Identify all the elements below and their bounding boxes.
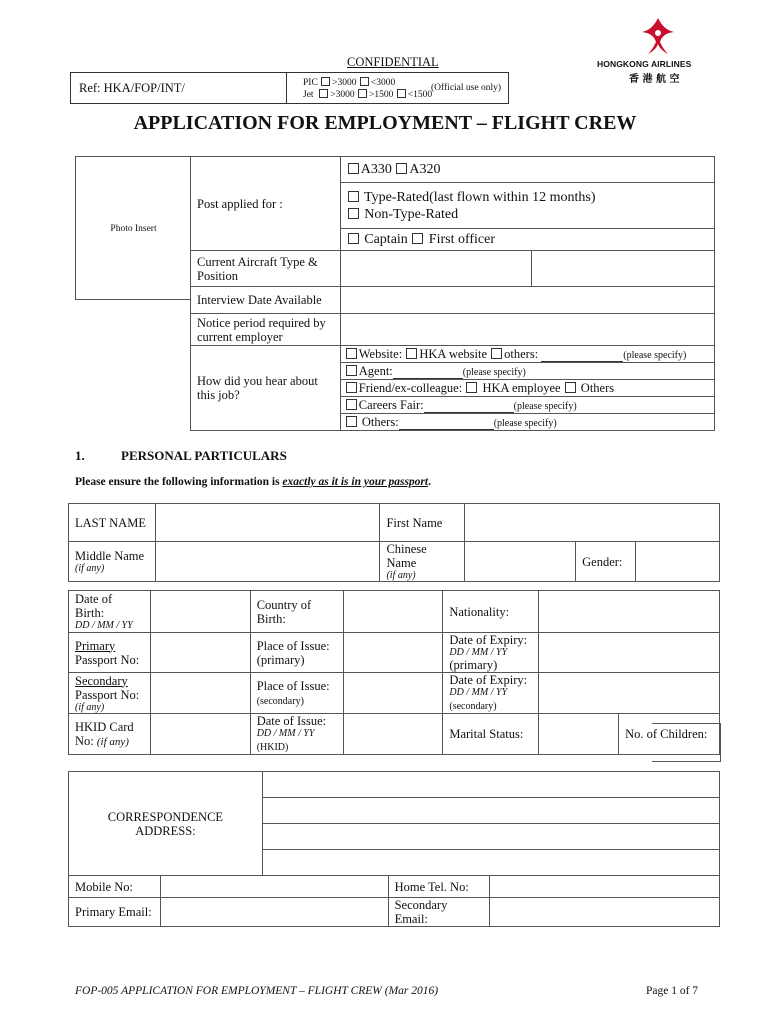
website-checkbox[interactable]: [346, 348, 357, 359]
source-careers-fair-cell: Careers Fair: (please specify): [340, 397, 714, 414]
aircraft-choice-cell: A330 A320: [340, 157, 714, 183]
last-name-label: LAST NAME: [69, 504, 156, 542]
hkid-label: HKID Card No: (if any): [69, 714, 151, 755]
marital-status-label: Marital Status:: [443, 714, 539, 755]
first-name-label: First Name: [380, 504, 465, 542]
primary-issue-place-input[interactable]: [343, 633, 443, 673]
dob-label: Date of Birth: DD / MM / YY: [69, 591, 151, 633]
jet-over-1500-checkbox[interactable]: [358, 89, 367, 98]
official-use-label: (Official use only): [431, 83, 501, 93]
section-heading: PERSONAL PARTICULARS: [121, 448, 287, 463]
secondary-expiry-input[interactable]: [539, 673, 720, 714]
section-number: 1.: [75, 448, 85, 463]
primary-passport-label: Primary Passport No:: [69, 633, 151, 673]
rating-choice-cell: Type-Rated(last flown within 12 months) Non-Type-Rated: [340, 183, 714, 229]
hkid-issue-date-input[interactable]: [343, 714, 443, 755]
contact-table: [68, 771, 720, 927]
first-officer-checkbox[interactable]: [412, 233, 423, 244]
secondary-issue-place-input[interactable]: [343, 673, 443, 714]
hka-employee-checkbox[interactable]: [466, 382, 477, 393]
country-birth-input[interactable]: [343, 591, 443, 633]
pic-over-3000-checkbox[interactable]: [321, 77, 330, 86]
address-line-4[interactable]: [262, 850, 719, 876]
agent-checkbox[interactable]: [346, 365, 357, 376]
careers-fair-specify-input[interactable]: [424, 402, 514, 413]
children-label: No. of Children:: [619, 714, 720, 755]
middle-name-label: Middle Name (if any): [69, 542, 156, 582]
first-name-input[interactable]: [465, 504, 720, 542]
hkid-input[interactable]: [150, 714, 250, 755]
name-table: [68, 503, 720, 582]
country-birth-label: Country of Birth:: [250, 591, 343, 633]
ref-label: Ref: HKA/FOP/INT/: [79, 81, 185, 95]
page-title: APPLICATION FOR EMPLOYMENT – FLIGHT CREW: [133, 112, 637, 134]
notice-period-label: Notice period required by current employer: [191, 314, 341, 346]
source-website-cell: Website: HKA website others: (please specify): [340, 346, 714, 363]
hkid-issue-date-label: Date of Issue: DD / MM / YY (HKID): [250, 714, 343, 755]
current-aircraft-type-input[interactable]: [340, 251, 532, 287]
marital-status-input[interactable]: [539, 714, 619, 755]
chinese-name-label: Chinese Name (if any): [380, 542, 465, 582]
non-type-rated-checkbox[interactable]: [348, 208, 359, 219]
jet-under-1500-checkbox[interactable]: [397, 89, 406, 98]
nationality-input[interactable]: [539, 591, 720, 633]
nationality-label: Nationality:: [443, 591, 539, 633]
pic-under-3000-checkbox[interactable]: [360, 77, 369, 86]
mobile-input[interactable]: [160, 876, 388, 898]
friend-checkbox[interactable]: [346, 382, 357, 393]
source-others-cell: Others: (please specify): [340, 414, 714, 431]
address-line-2[interactable]: [262, 798, 719, 824]
source-others-checkbox[interactable]: [346, 416, 357, 427]
details-table: [68, 590, 720, 755]
address-line-1[interactable]: [262, 772, 719, 798]
home-tel-label: Home Tel. No:: [388, 876, 490, 898]
ref-box: [70, 72, 509, 104]
a330-checkbox[interactable]: [348, 163, 359, 174]
current-position-input[interactable]: [532, 251, 715, 287]
friend-others-checkbox[interactable]: [565, 382, 576, 393]
gender-input[interactable]: [636, 542, 720, 582]
a320-checkbox[interactable]: [396, 163, 407, 174]
post-applied-label-cell: Post applied for :: [191, 157, 341, 251]
airline-logo-icon: [636, 16, 680, 56]
address-label: CORRESPONDENCE ADDRESS:: [69, 772, 263, 876]
rank-choice-cell: Captain First officer: [340, 229, 714, 251]
agent-specify-input[interactable]: [393, 368, 463, 379]
primary-expiry-label: Date of Expiry: DD / MM / YY (primary): [443, 633, 539, 673]
interview-date-input[interactable]: [340, 287, 714, 314]
gender-label: Gender:: [576, 542, 636, 582]
primary-email-input[interactable]: [160, 898, 388, 927]
post-table: [190, 156, 715, 431]
primary-expiry-input[interactable]: [539, 633, 720, 673]
jet-over-3000-checkbox[interactable]: [319, 89, 328, 98]
confidential-label: CONFIDENTIAL: [347, 55, 439, 69]
secondary-expiry-label: Date of Expiry: DD / MM / YY (secondary): [443, 673, 539, 714]
secondary-email-label: Secondary Email:: [388, 898, 490, 927]
careers-fair-checkbox[interactable]: [346, 399, 357, 410]
interview-date-label: Interview Date Available: [191, 287, 341, 314]
ref-divider: [286, 73, 287, 103]
primary-email-label: Primary Email:: [69, 898, 161, 927]
last-name-input[interactable]: [155, 504, 380, 542]
children-input[interactable]: [652, 723, 721, 762]
passport-note: Please ensure the following information is exactly as it is in your passport.: [75, 476, 431, 488]
address-line-3[interactable]: [262, 824, 719, 850]
secondary-passport-input[interactable]: [150, 673, 250, 714]
jet-row: Jet >3000 >1500 <1500: [303, 90, 433, 100]
hear-about-label: How did you hear about this job?: [191, 346, 341, 431]
others-specify-input[interactable]: [399, 419, 494, 430]
home-tel-input[interactable]: [490, 876, 720, 898]
mobile-label: Mobile No:: [69, 876, 161, 898]
chinese-name-input[interactable]: [465, 542, 576, 582]
others-web-checkbox[interactable]: [491, 348, 502, 359]
secondary-issue-place-label: Place of Issue: (secondary): [250, 673, 343, 714]
hka-website-checkbox[interactable]: [406, 348, 417, 359]
notice-period-input[interactable]: [340, 314, 714, 346]
logo-name-zh: 香 港 航 空: [629, 74, 680, 85]
website-specify-input[interactable]: [541, 351, 623, 362]
photo-insert-box[interactable]: [75, 156, 191, 300]
captain-checkbox[interactable]: [348, 233, 359, 244]
middle-name-input[interactable]: [155, 542, 380, 582]
current-aircraft-label: Current Aircraft Type & Position: [191, 251, 341, 287]
footer-page-number: Page 1 of 7: [646, 985, 699, 997]
source-friend-cell: Friend/ex-colleague: HKA employee Others: [340, 380, 714, 397]
photo-insert-label: Photo Insert: [110, 224, 157, 234]
primary-passport-input[interactable]: [150, 633, 250, 673]
source-agent-cell: Agent: (please specify): [340, 363, 714, 380]
primary-issue-place-label: Place of Issue: (primary): [250, 633, 343, 673]
secondary-email-input[interactable]: [490, 898, 720, 927]
logo-name-en: HONGKONG AIRLINES: [597, 59, 692, 69]
pic-row: PIC >3000 <3000: [303, 78, 396, 88]
type-rated-checkbox[interactable]: [348, 191, 359, 202]
secondary-passport-label: Secondary Passport No: (if any): [69, 673, 151, 714]
dob-input[interactable]: [150, 591, 250, 633]
footer-form-id: FOP-005 APPLICATION FOR EMPLOYMENT – FLIGHT CREW (Mar 2016): [75, 985, 439, 997]
